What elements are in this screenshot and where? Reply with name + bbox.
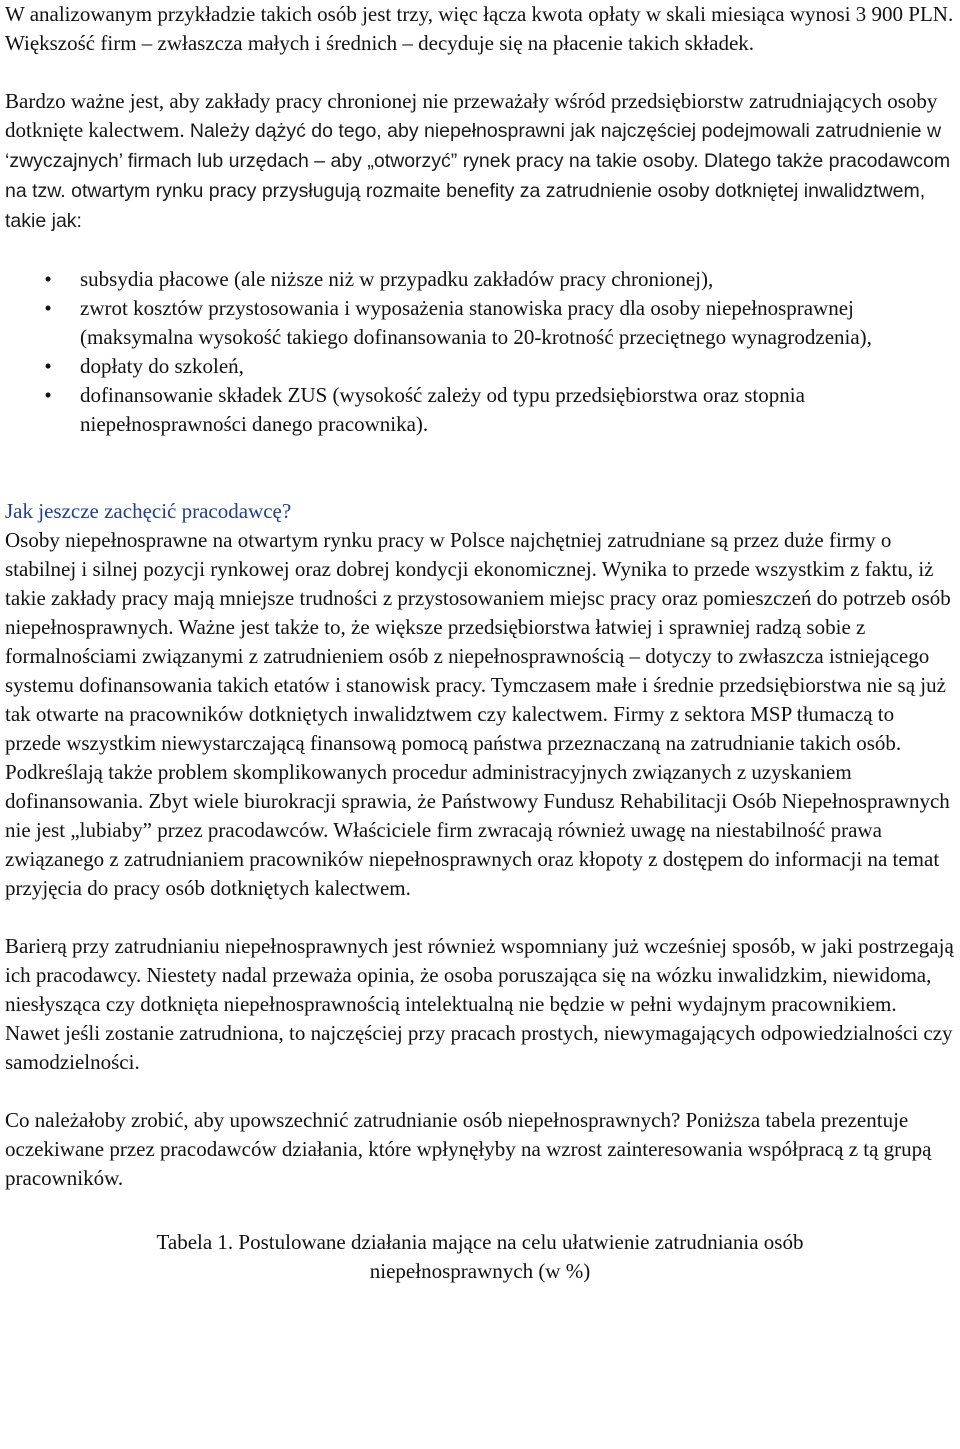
document-page (5, 0, 955, 1286)
paragraph-open-market (5, 87, 955, 236)
table-caption (5, 1222, 955, 1286)
list-item (5, 265, 955, 294)
list-item-text: dopłaty do szkoleń, (80, 354, 244, 378)
section-heading: Jak jeszcze zachęcić pracodawcę? (5, 499, 292, 523)
paragraph-barriers: Barierą przy zatrudnianiu niepełnosprawnych jest również wspomniany już wcześniej sposób, w jaki postrzegają ich pracodawcy. Niestety nadal przeważa opinia, że osoba poruszająca się na wózku inwalidzkim, niewidoma, niesłysząca czy dotknięta niepełnosprawnością intelektualną nie będzie w pełni wydajnym pracownikiem. Nawet jeśli zostanie zatrudniona, to najczęściej przy pracach prostych, niewymagających odpowiedzialności czy samodzielności. (5, 934, 954, 1074)
benefits-list (5, 265, 955, 439)
paragraph-open-market-lead: Bardzo ważne jest, aby zakłady pracy chronionej nie przeważały wśród przedsiębiorstw zatrudniających osoby dotknięte kalectwem. (5, 89, 938, 142)
list-item-text: dofinansowanie składek ZUS (wysokość zależy od typu przedsiębiorstwa oraz stopnia niepełnosprawności danego pracownika). (80, 383, 805, 436)
list-item-text: zwrot kosztów przystosowania i wyposażenia stanowiska pracy dla osoby niepełnosprawnej (maksymalna wysokość takiego dofinansowania to 20-krotność przeciętnego wynagrodzenia), (80, 296, 872, 349)
list-item (5, 352, 955, 381)
bullet-icon: • (44, 383, 52, 407)
paragraph-fee-example: W analizowanym przykładzie takich osób jest trzy, więc łącza kwota opłaty w skali miesiąca wynosi 3 900 PLN. Większość firm – zwłaszcza małych i średnich – decyduje się na płacenie takich składek. (5, 2, 954, 55)
paragraph-open-market-benefits: Należy dążyć do tego, aby niepełnosprawni jak najczęściej podejmowali zatrudnienie w ‘zwyczajnych’ firmach lub urzędach – aby „otworzyć” rynek pracy na takie osoby. Dlatego także pracodawcom na tzw. otwartym rynku pracy przysługują rozmaite benefity za zatrudnienie osoby dotkniętej inwalidztwem, takie jak: (5, 120, 951, 232)
bullet-icon: • (44, 296, 52, 320)
list-item (5, 294, 955, 352)
list-item (5, 381, 955, 439)
table-caption-line-1: Tabela 1. Postulowane działania mające na celu ułatwienie zatrudniania osób (156, 1230, 804, 1254)
paragraph-large-firms: Osoby niepełnosprawne na otwartym rynku pracy w Polsce najchętniej zatrudniane są przez duże firmy o stabilnej i silnej pozycji rynkowej oraz dobrej kondycji ekonomicznej. Wynika to przede wszystkim z faktu, iż takie zakłady pracy mają mniejsze trudności z przystosowaniem miejsc pracy oraz pomieszczeń do potrzeb osób niepełnosprawnych. Ważne jest także to, że większe przedsiębiorstwa łatwiej i sprawniej radzą sobie z formalnościami związanymi z zatrudnieniem osób z niepełnosprawnością – dotyczy to zwłaszcza istniejącego systemu dofinansowania takich etatów i stanowisk pracy. Tymczasem małe i średnie przedsiębiorstwa nie są już tak otwarte na pracowników dotkniętych inwalidztwem czy kalectwem. Firmy z sektora MSP tłumaczą to przede wszystkim niewystarczającą finansową pomocą państwa przeznaczaną na zatrudnianie takich osób. Podkreślają także problem skomplikowanych procedur administracyjnych związanych z uzyskaniem dofinansowania. Zbyt wiele biurokracji sprawia, że Państwowy Fundusz Rehabilitacji Osób Niepełnosprawnych nie jest „lubiaby” przez pracodawców. Właściciele firm zwracają również uwagę na niestabilność prawa związanego z zatrudnianiem pracowników niepełnosprawnych oraz kłopoty z dostępem do informacji na temat przyjęcia do pracy osób dotkniętych kalectwem. (5, 528, 951, 900)
list-item-text: subsydia płacowe (ale niższe niż w przypadku zakładów pracy chronionej), (80, 267, 714, 291)
bullet-icon: • (44, 267, 52, 291)
bullet-icon: • (44, 354, 52, 378)
paragraph-table-intro: Co należałoby zrobić, aby upowszechnić zatrudnianie osób niepełnosprawnych? Poniższa tabela prezentuje oczekiwane przez pracodawców działania, które wpłynęłyby na wzrost zainteresowania współpracą z tą grupą pracowników. (5, 1108, 932, 1190)
table-caption-line-2: niepełnosprawnych (w %) (369, 1259, 591, 1283)
